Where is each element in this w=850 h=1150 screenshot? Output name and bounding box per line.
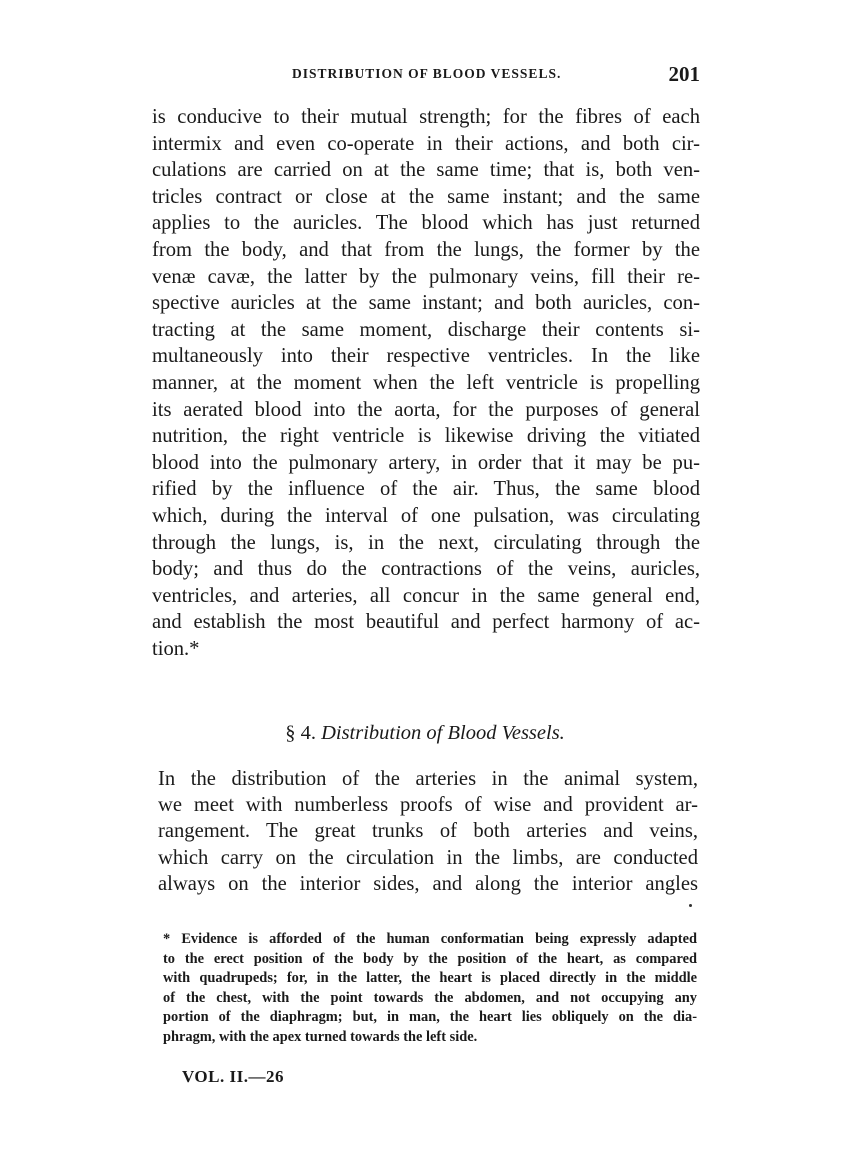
text-line: In the distribution of the arteries in the animal system, xyxy=(158,768,698,790)
text-line: multaneously into their respective ventricles. In the like xyxy=(152,345,700,368)
text-line: always on the interior sides, and along the interior angles xyxy=(158,872,698,895)
footnote-line: portion of the diaphragm; but, in man, the heart lies obliquely on the dia- xyxy=(163,1009,697,1026)
text-line: tricles contract or close at the same instant; and the same xyxy=(152,185,700,208)
text-line: is conducive to their mutual strength; for the fibres of each xyxy=(152,106,700,128)
text-line: culations are carried on at the same time; that is, both ven- xyxy=(152,159,700,182)
text-line: and establish the most beautiful and perfect harmony of ac- xyxy=(152,611,700,634)
footnote-line: to the erect position of the body by the position of the heart, as compared xyxy=(163,950,697,967)
text-line: blood into the pulmonary artery, in order that it may be pu- xyxy=(152,451,700,474)
text-line: body; and thus do the contractions of the veins, auricles, xyxy=(152,558,700,581)
text-line: which, during the interval of one pulsation, was circulating xyxy=(152,504,700,527)
footnote-line: of the chest, with the point towards the abdomen, and not occupying any xyxy=(163,989,697,1006)
text-line: applies to the auricles. The blood which has just returned xyxy=(152,212,700,235)
text-line: through the lungs, is, in the next, circulating through the xyxy=(152,531,700,554)
text-line: which carry on the circulation in the limbs, are conducted xyxy=(158,846,698,869)
text-line: rangement. The great trunks of both arteries and veins, xyxy=(158,820,698,843)
ink-speck xyxy=(689,904,692,907)
text-line: intermix and even co-operate in their actions, and both cir- xyxy=(152,132,700,155)
footnote-line: phragm, with the apex turned towards the left side. xyxy=(163,1028,478,1045)
running-head xyxy=(150,62,700,90)
text-line: spective auricles at the same instant; and both auricles, con- xyxy=(152,292,700,315)
running-title: DISTRIBUTION OF BLOOD VESSELS. xyxy=(292,66,562,81)
footnote xyxy=(163,930,697,1048)
text-line: manner, at the moment when the left ventricle is propelling xyxy=(152,371,700,394)
main-paragraph xyxy=(152,104,700,662)
section-paragraph xyxy=(158,766,698,897)
footnote-line: with quadrupeds; for, in the latter, the heart is placed directly in the middle xyxy=(163,970,697,987)
section-number: § 4. xyxy=(285,722,316,744)
volume-signature: VOL. II.—26 xyxy=(182,1067,284,1086)
section-heading xyxy=(0,722,850,745)
text-line: its aerated blood into the aorta, for the purposes of general xyxy=(152,398,700,421)
text-line: venæ cavæ, the latter by the pulmonary veins, fill their re- xyxy=(152,265,700,288)
text-line: we meet with numberless proofs of wise and provident ar- xyxy=(158,794,698,817)
footnote-line: * Evidence is afforded of the human conformatian being expressly adapted xyxy=(163,931,697,947)
text-line: ventricles, and arteries, all concur in the same general end, xyxy=(152,584,700,607)
page-number: 201 xyxy=(668,62,700,86)
text-line: tracting at the same moment, discharge their contents si- xyxy=(152,318,700,341)
text-line: rified by the influence of the air. Thus, the same blood xyxy=(152,478,700,501)
text-line: tion.* xyxy=(152,637,200,660)
section-title: Distribution of Blood Vessels. xyxy=(321,722,565,744)
text-line: nutrition, the right ventricle is likewise driving the vitiated xyxy=(152,425,700,448)
text-line: from the body, and that from the lungs, the former by the xyxy=(152,238,700,261)
